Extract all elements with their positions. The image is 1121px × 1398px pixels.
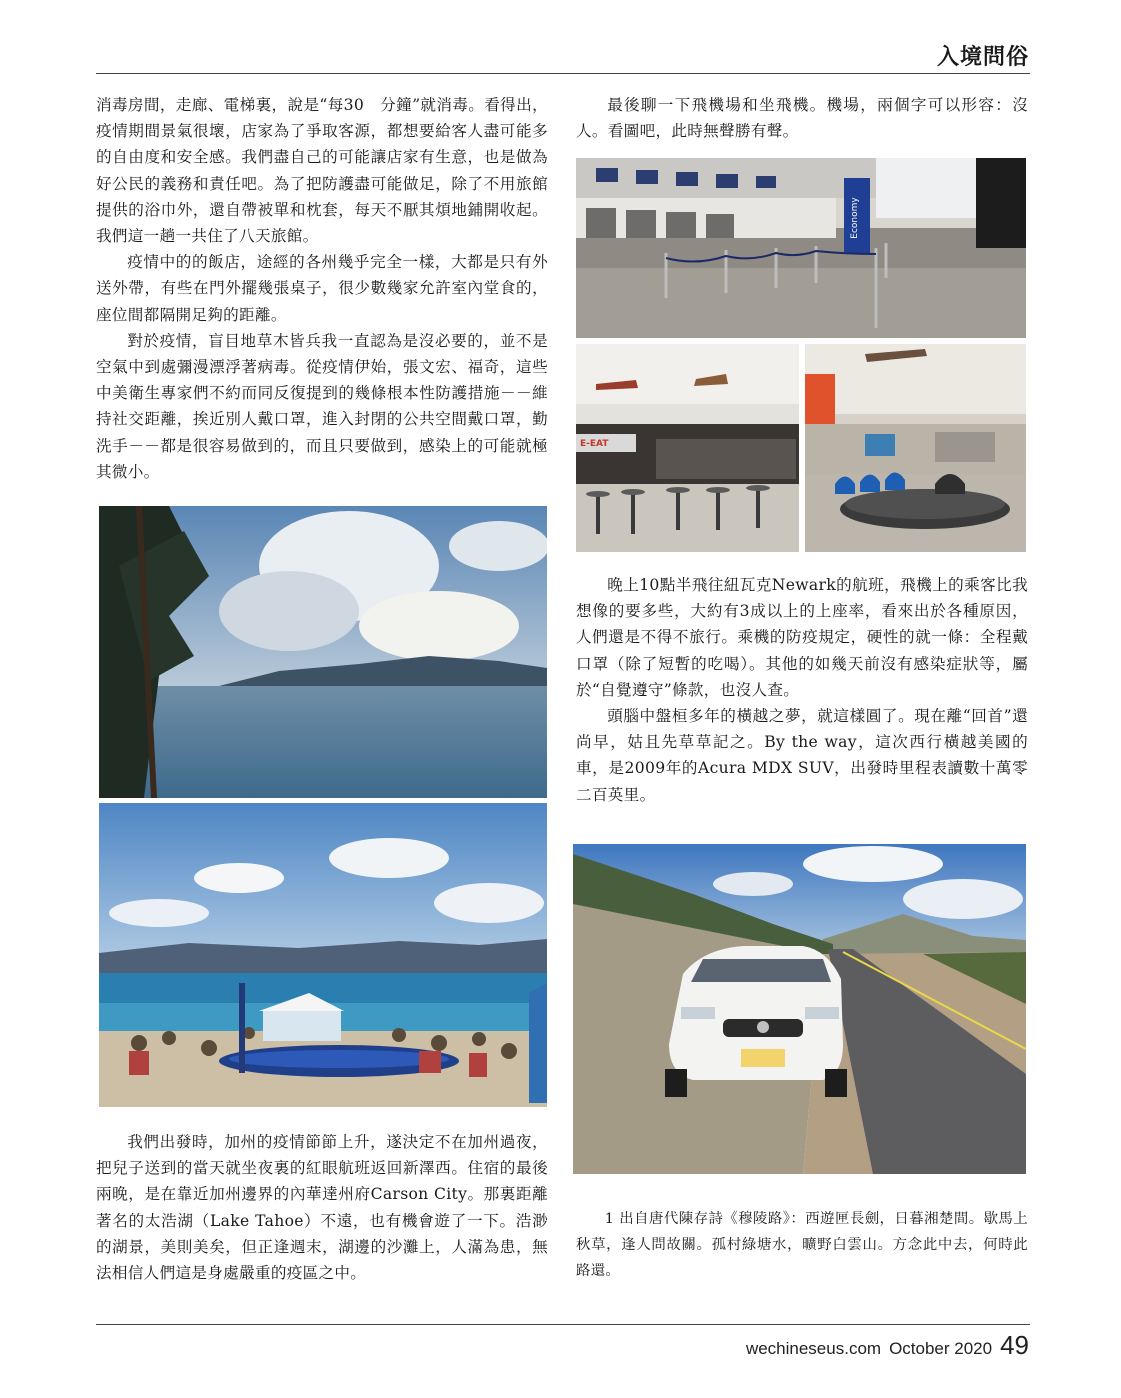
paragraph: 對於疫情，盲目地草木皆兵我一直認為是沒必要的，並不是空氣中到處彌漫漂浮著病毒。從疫情伊始，張文宏、福奇，這些中美衛生專家們不約而同反復提到的幾條根本性防護措施－－維持社交距離，挨近別人戴口罩，進入封閉的公共空間戴口罩，勤洗手－－都是很容易做到的，而且只要做到，感染上的可能就極其微小。 (96, 331, 548, 481)
economy-sign: Economy (850, 197, 860, 239)
acura-suv-photo (573, 844, 1026, 1174)
right-column-text (576, 572, 1028, 808)
airport-restaurant-photo (576, 344, 799, 552)
paragraph: 頭腦中盤桓多年的橫越之夢，就這樣圓了。現在離“回首”還尚早，姑且先草草記之。By the way，這次西行橫越美國的車，是2009年的Acura MDX SUV，出發時里程表讀數十萬零二百英里。 (576, 707, 1028, 804)
airport-checkin-photo (576, 158, 1026, 338)
footer-site: wechineseus.com (745, 1339, 882, 1358)
right-column-top-text (576, 92, 1028, 144)
paragraph: 最後聊一下飛機場和坐飛機。機場，兩個字可以形容：沒人。看圖吧，此時無聲勝有聲。 (576, 96, 1028, 141)
airport-lounge-photo (805, 344, 1026, 552)
paragraph: 消毒房間，走廊、電梯裏，說是“每30 分鐘”就消毒。看得出，疫情期間景氣很壞，店家為了爭取客源，都想要給客人盡可能多的自由度和安全感。我們盡自己的可能讓店家有生意，也是做為好公民的義務和責任吧。為了把防護盡可能做足，除了不用旅館提供的浴巾外，還自帶被單和枕套，每天不厭其煩地鋪開收起。我們這一趟一共住了八天旅館。 (96, 96, 548, 246)
lake-tahoe-photo (99, 506, 547, 798)
footer-rule (96, 1324, 1030, 1325)
footer-month: October 2020 (889, 1339, 993, 1358)
left-column-text (96, 92, 548, 485)
footnote-text: 1 出自唐代陳存詩《穆陵路》：西遊匣長劍，日暮湘楚間。歇馬上秋草，逢人問故關。孤村綠塘水，曠野白雲山。方念此中去，何時此路還。 (576, 1211, 1028, 1279)
paragraph: 疫情中的的飯店，途經的各州幾乎完全一樣，大都是只有外送外帶，有些在門外擺幾張桌子，很少數幾家允許室內堂食的，座位間都隔開足夠的距離。 (96, 253, 548, 324)
paragraph: 我們出發時，加州的疫情節節上升，遂決定不在加州過夜，把兒子送到的當天就坐夜裏的紅眼航班返回新澤西。住宿的最後兩晚，是在靠近加州邊界的內華達州府Carson City。那裏距離著名的太浩湖（Lake Tahoe）不遠，也有機會遊了一下。浩渺的湖景，美則美矣，但正逢週末，湖邊的沙灘上，人滿為患，無法相信人們這是身處嚴重的疫區之中。 (96, 1133, 548, 1283)
page-number: 49 (1000, 1330, 1029, 1360)
section-title: 入境問俗 (936, 44, 1029, 70)
page-footer (746, 1330, 1029, 1361)
lake-tahoe-beach-photo (99, 803, 547, 1107)
restaurant-sign: E-EAT (580, 439, 609, 449)
footnote (576, 1206, 1028, 1284)
left-column-bottom-text (96, 1129, 548, 1286)
header-rule (96, 73, 1030, 74)
paragraph: 晚上10點半飛往紐瓦克Newark的航班，飛機上的乘客比我想像的要多些，大約有3成以上的上座率，看來出於各種原因，人們還是不得不旅行。乘機的防疫規定，硬性的就一條：全程戴口罩（除了短暫的吃喝）。其他的如幾天前沒有感染症狀等，屬於“自覺遵守”條款，也沒人查。 (576, 576, 1028, 699)
